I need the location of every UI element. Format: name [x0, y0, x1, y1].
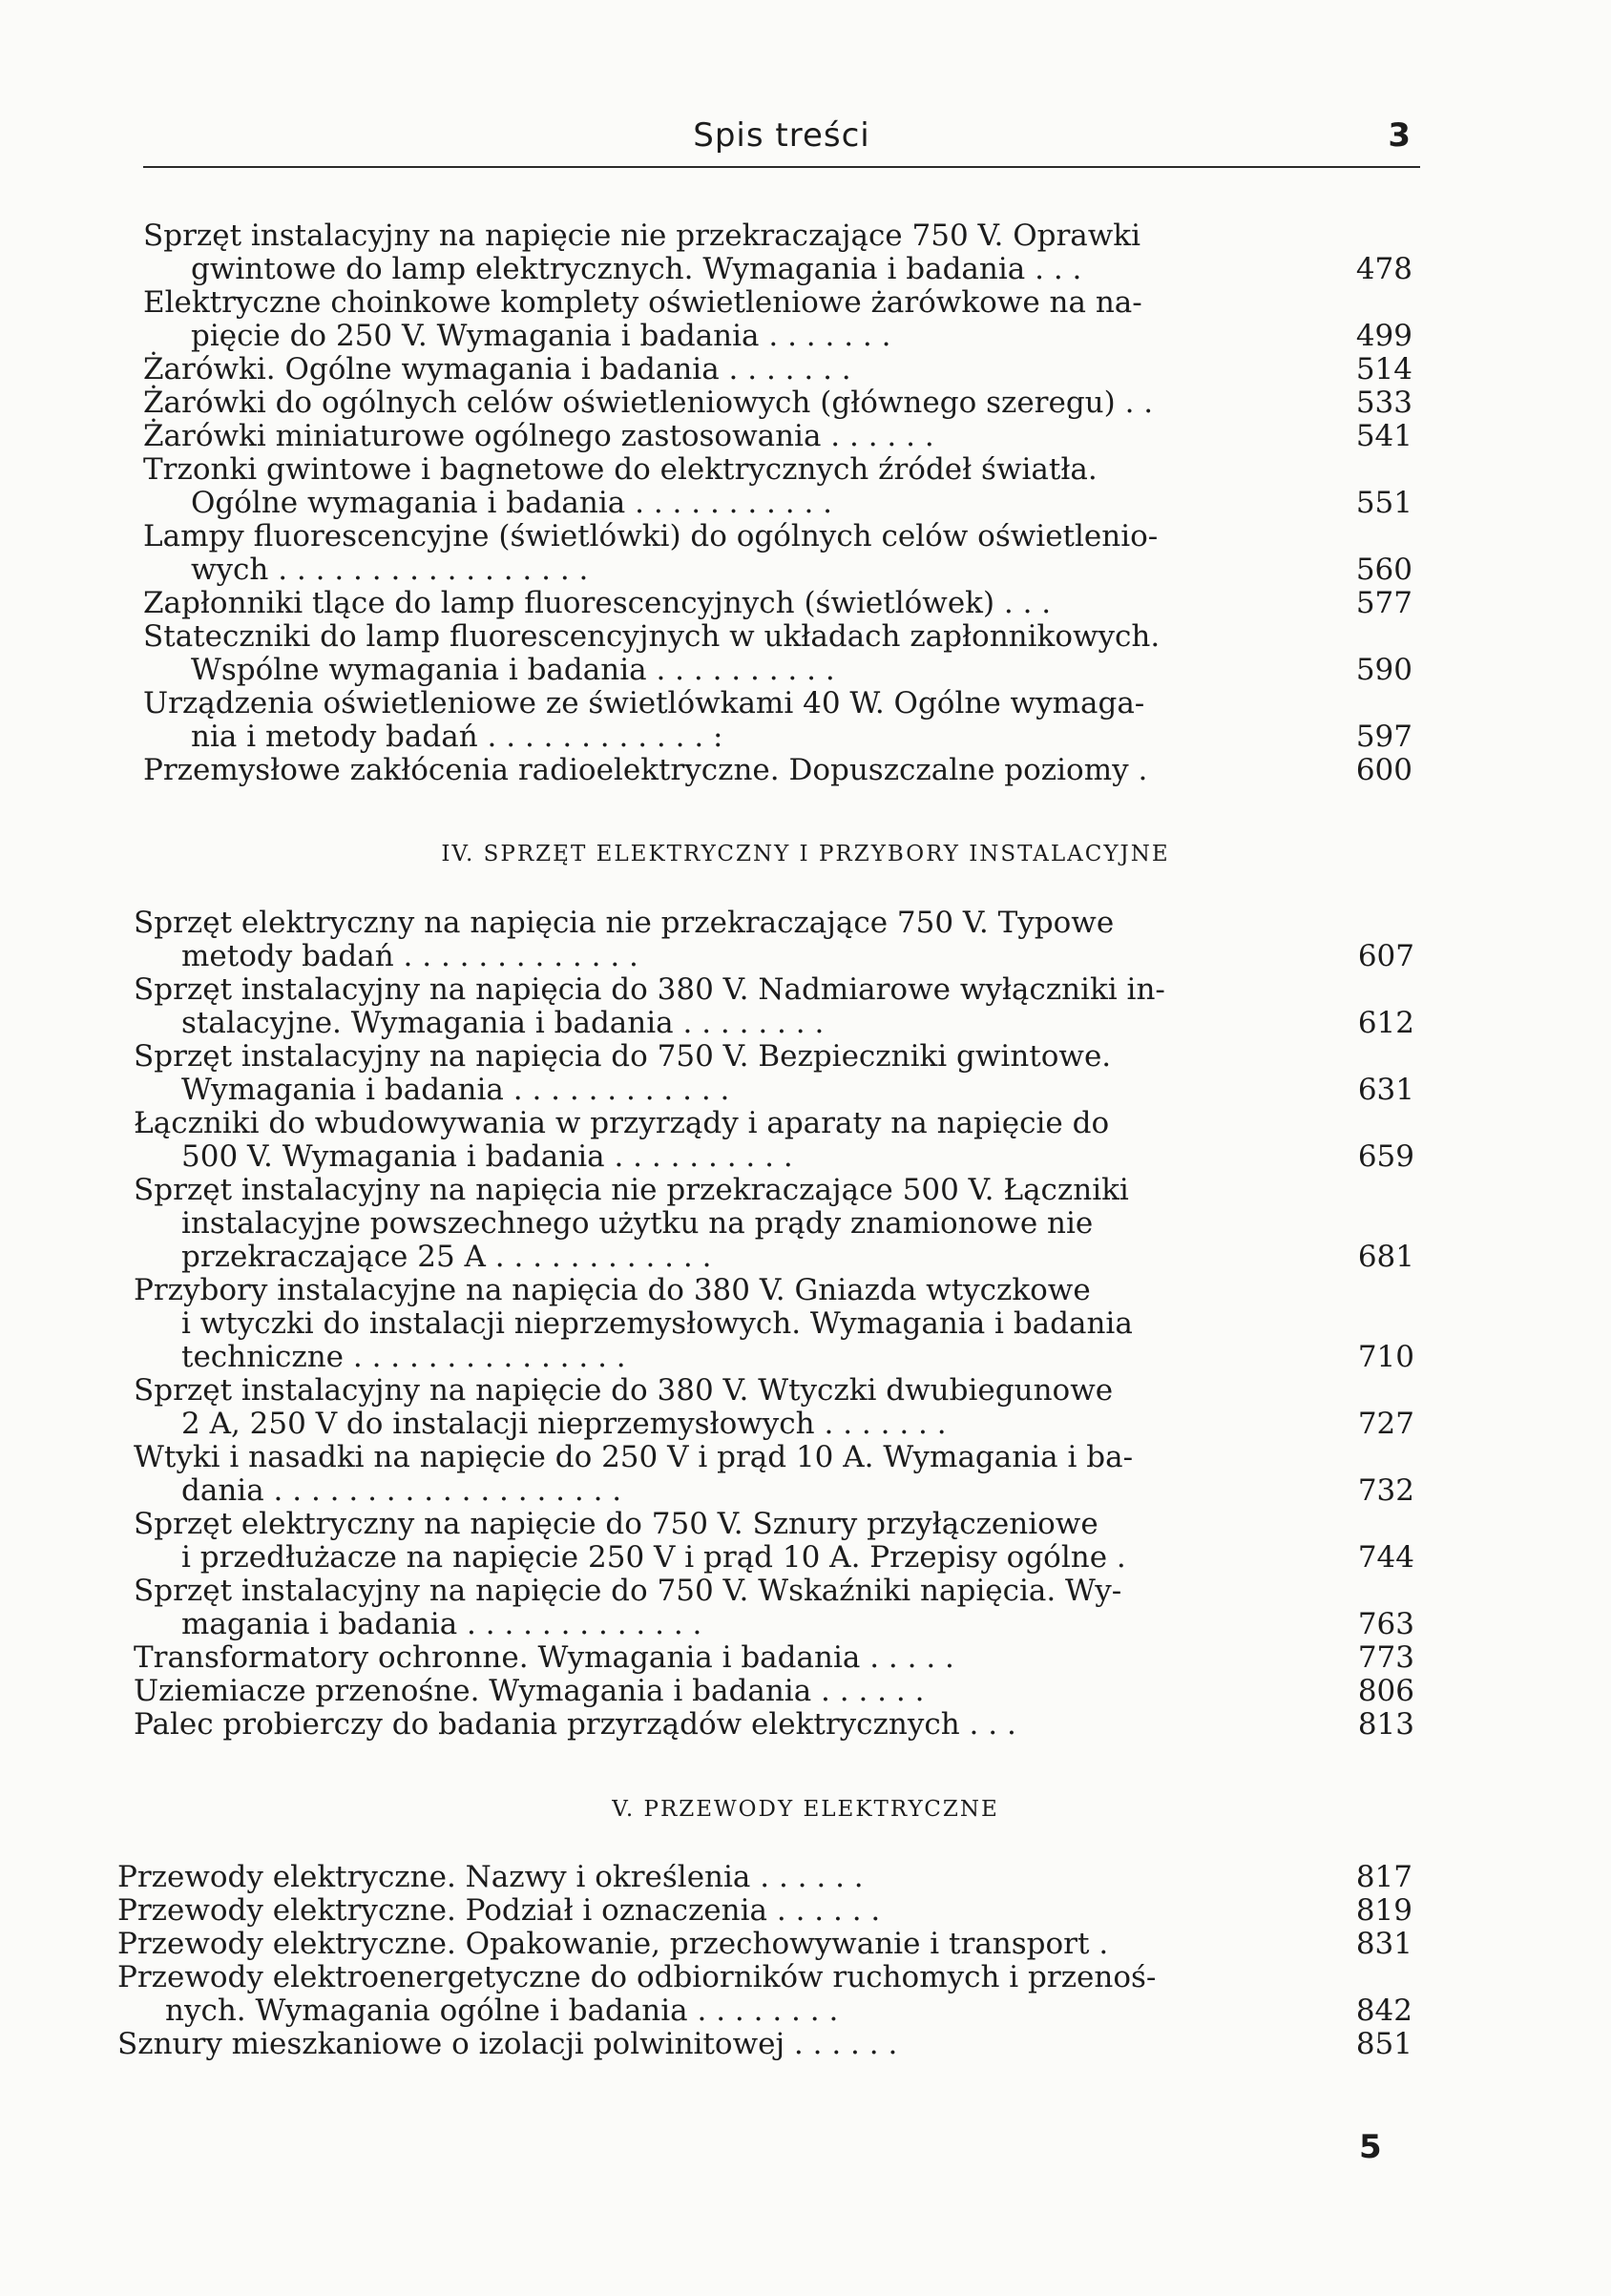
toc-entry-line: Przemysłowe zakłócenia radioelektryczne. Dopuszczalne poziomy .: [143, 753, 1148, 787]
toc-entry-page-number: 541: [1355, 419, 1412, 453]
toc-entry-page-number: 842: [1355, 1993, 1412, 2028]
toc-entry: [134, 1641, 1414, 1675]
toc-entry: [134, 1107, 1414, 1174]
toc-entry: [134, 907, 1414, 973]
toc-entry: [117, 1961, 1412, 2028]
toc-entry-page-number: 763: [1357, 1607, 1414, 1641]
toc-entry: [134, 1040, 1414, 1107]
toc-entry: [134, 973, 1414, 1040]
toc-entry-page-number: 744: [1357, 1540, 1414, 1575]
running-head: [143, 116, 1420, 168]
toc-entry: [134, 1441, 1414, 1508]
toc-entry-line: nych. Wymagania ogólne i badania . . . . . . . .: [165, 1993, 839, 2028]
toc-entry-page-number: 560: [1355, 553, 1412, 587]
toc-entry-line: Wymagania i badania . . . . . . . . . . . .: [181, 1073, 730, 1107]
toc-entry: [117, 2028, 1412, 2061]
toc-entry-line: Uziemiacze przenośne. Wymagania i badania . . . . . .: [134, 1674, 925, 1708]
toc-entry-line: Sprzęt instalacyjny na napięcia do 380 V. Nadmiarowe wyłączniki in-: [134, 972, 1165, 1007]
toc-entry-line: Żarówki. Ogólne wymagania i badania . . . . . . .: [143, 352, 851, 386]
toc-entry-page-number: 478: [1355, 252, 1412, 286]
toc-entry-line: Palec probierczy do badania przyrządów elektrycznych . . .: [134, 1707, 1016, 1742]
toc-entry-line: nia i metody badań . . . . . . . . . . . . :: [191, 720, 723, 754]
toc-entry-line: Sprzęt elektryczny na napięcie do 750 V. Sznury przyłączeniowe: [134, 1507, 1098, 1541]
toc-entry-page-number: 551: [1355, 486, 1412, 520]
toc-entry-line: dania . . . . . . . . . . . . . . . . . . .: [181, 1473, 622, 1508]
toc-entry-line: Sprzęt instalacyjny na napięcia nie przekraczające 500 V. Łączniki: [134, 1173, 1129, 1207]
toc-entry-line: Wspólne wymagania i badania . . . . . . . . . .: [191, 653, 835, 687]
toc-entry: [143, 754, 1412, 787]
toc-section: [0, 907, 1611, 1742]
toc-entry-line: pięcie do 250 V. Wymagania i badania . . . . . . .: [191, 319, 891, 353]
toc-entry-page-number: 597: [1355, 720, 1412, 754]
toc-entry-line: instalacyjne powszechnego użytku na prądy znamionowe nie: [181, 1206, 1094, 1241]
section-heading: IV. SPRZĘT ELEKTRYCZNY I PRZYBORY INSTALACYJNE: [441, 842, 1170, 866]
toc-entry-page-number: 577: [1355, 586, 1412, 620]
toc-entry-line: 500 V. Wymagania i badania . . . . . . . . . .: [181, 1139, 793, 1174]
toc-entry-page-number: 732: [1357, 1473, 1414, 1508]
toc-entry: [117, 1861, 1412, 1894]
toc-section: [0, 219, 1611, 787]
toc-entry: [117, 1928, 1412, 1961]
header-page-number: 3: [1388, 116, 1411, 155]
toc-entry-page-number: 514: [1355, 352, 1412, 386]
toc-entry-line: wych . . . . . . . . . . . . . . . . .: [191, 553, 589, 587]
toc-entry: [143, 620, 1412, 687]
toc-entry-page-number: 813: [1357, 1707, 1414, 1742]
toc-entry: [143, 687, 1412, 754]
toc-entry-page-number: 806: [1357, 1674, 1414, 1708]
toc-entry: [134, 1274, 1414, 1374]
toc-entry-line: Sprzęt instalacyjny na napięcie do 750 V. Wskaźniki napięcia. Wy-: [134, 1574, 1122, 1608]
toc-entry: [143, 286, 1412, 353]
toc-entry-line: Lampy fluorescencyjne (świetlówki) do ogólnych celów oświetlenio-: [143, 519, 1159, 553]
page-title: Spis treści: [693, 116, 870, 155]
toc-entry-page-number: 773: [1357, 1640, 1414, 1675]
toc-entry-line: Żarówki do ogólnych celów oświetleniowych (głównego szeregu) . .: [143, 386, 1154, 420]
toc-entry-line: Sznury mieszkaniowe o izolacji polwinitowej . . . . . .: [117, 2027, 898, 2061]
toc-entry-line: Łączniki do wbudowywania w przyrządy i aparaty na napięcie do: [134, 1106, 1110, 1140]
toc-entry-line: Przewody elektryczne. Opakowanie, przechowywanie i transport .: [117, 1927, 1109, 1961]
toc-entry: [134, 1708, 1414, 1742]
toc-entry: [143, 386, 1412, 420]
toc-entry-line: 2 A, 250 V do instalacji nieprzemysłowych . . . . . . .: [181, 1407, 947, 1441]
toc-entry: [143, 420, 1412, 453]
toc-section: [0, 1861, 1611, 2061]
toc-entry-page-number: 631: [1357, 1073, 1414, 1107]
toc-entry-page-number: 831: [1355, 1927, 1412, 1961]
toc-entry-page-number: 727: [1357, 1407, 1414, 1441]
toc-entry: [134, 1174, 1414, 1274]
toc-entry-page-number: 819: [1355, 1893, 1412, 1928]
toc-entry: [134, 1675, 1414, 1708]
toc-entry-line: Urządzenia oświetleniowe ze świetlówkami 40 W. Ogólne wymaga-: [143, 686, 1145, 720]
toc-entry: [143, 520, 1412, 587]
toc-entry-line: Zapłonniki tlące do lamp fluorescencyjnych (świetlówek) . . .: [143, 586, 1052, 620]
toc-entry-page-number: 607: [1357, 939, 1414, 973]
toc-entry-line: gwintowe do lamp elektrycznych. Wymagania i badania . . .: [191, 252, 1082, 286]
toc-entry: [143, 353, 1412, 386]
toc-entry-line: magania i badania . . . . . . . . . . . . .: [181, 1607, 702, 1641]
toc-entry-page-number: 710: [1357, 1340, 1414, 1374]
toc-entry-line: Sprzęt instalacyjny na napięcia do 750 V. Bezpieczniki gwintowe.: [134, 1039, 1112, 1074]
toc-entry-page-number: 533: [1355, 386, 1412, 420]
toc-entry: [134, 1374, 1414, 1441]
toc-entry: [143, 453, 1412, 520]
toc-entry: [134, 1575, 1414, 1641]
toc-entry-line: Stateczniki do lamp fluorescencyjnych w układach zapłonnikowych.: [143, 619, 1161, 654]
toc-entry-line: Trzonki gwintowe i bagnetowe do elektrycznych źródeł światła.: [143, 452, 1098, 487]
toc-entry-line: Żarówki miniaturowe ogólnego zastosowania . . . . . .: [143, 419, 934, 453]
toc-entry-line: i wtyczki do instalacji nieprzemysłowych. Wymagania i badania: [181, 1306, 1133, 1341]
toc-entry-line: Ogólne wymagania i badania . . . . . . . . . . .: [191, 486, 833, 520]
toc-entry: [143, 219, 1412, 286]
toc-entry: [117, 1894, 1412, 1928]
toc-entry-line: stalacyjne. Wymagania i badania . . . . . . . .: [181, 1006, 825, 1040]
toc-entry-line: Przewody elektryczne. Podział i oznaczenia . . . . . .: [117, 1893, 881, 1928]
toc-entry-line: techniczne . . . . . . . . . . . . . . .: [181, 1340, 626, 1374]
toc-entry-line: Przybory instalacyjne na napięcia do 380 V. Gniazda wtyczkowe: [134, 1273, 1091, 1307]
toc-entry: [143, 587, 1412, 620]
toc-entry-line: Sprzęt instalacyjny na napięcie do 380 V. Wtyczki dwubiegunowe: [134, 1373, 1114, 1408]
toc-entry-line: przekraczające 25 A . . . . . . . . . . . .: [181, 1240, 712, 1274]
toc-entry-page-number: 817: [1355, 1860, 1412, 1894]
toc-entry: [134, 1508, 1414, 1575]
toc-entry-page-number: 499: [1355, 319, 1412, 353]
toc-entry-page-number: 659: [1357, 1139, 1414, 1174]
toc-entry-line: Transformatory ochronne. Wymagania i badania . . . . .: [134, 1640, 954, 1675]
toc-entry-page-number: 851: [1355, 2027, 1412, 2061]
toc-entry-line: Wtyki i nasadki na napięcie do 250 V i prąd 10 A. Wymagania i ba-: [134, 1440, 1134, 1474]
toc-entry-line: Przewody elektryczne. Nazwy i określenia . . . . . .: [117, 1860, 864, 1894]
toc-entry-page-number: 612: [1357, 1006, 1414, 1040]
toc-entry-line: Sprzęt instalacyjny na napięcie nie przekraczające 750 V. Oprawki: [143, 219, 1140, 253]
section-heading: V. PRZEWODY ELEKTRYCZNE: [612, 1797, 999, 1822]
toc-entry-line: Elektryczne choinkowe komplety oświetleniowe żarówkowe na na-: [143, 285, 1142, 320]
toc-entry-line: Sprzęt elektryczny na napięcia nie przekraczające 750 V. Typowe: [134, 906, 1115, 940]
toc-entry-page-number: 590: [1355, 653, 1412, 687]
toc-entry-line: Przewody elektroenergetyczne do odbiorników ruchomych i przenoś-: [117, 1960, 1157, 1994]
toc-entry-page-number: 600: [1355, 753, 1412, 787]
toc-entry-page-number: 681: [1357, 1240, 1414, 1274]
footer-folio: 5: [1359, 2128, 1382, 2166]
toc-entry-line: i przedłużacze na napięcie 250 V i prąd 10 A. Przepisy ogólne .: [181, 1540, 1126, 1575]
toc-entry-line: metody badań . . . . . . . . . . . . .: [181, 939, 638, 973]
